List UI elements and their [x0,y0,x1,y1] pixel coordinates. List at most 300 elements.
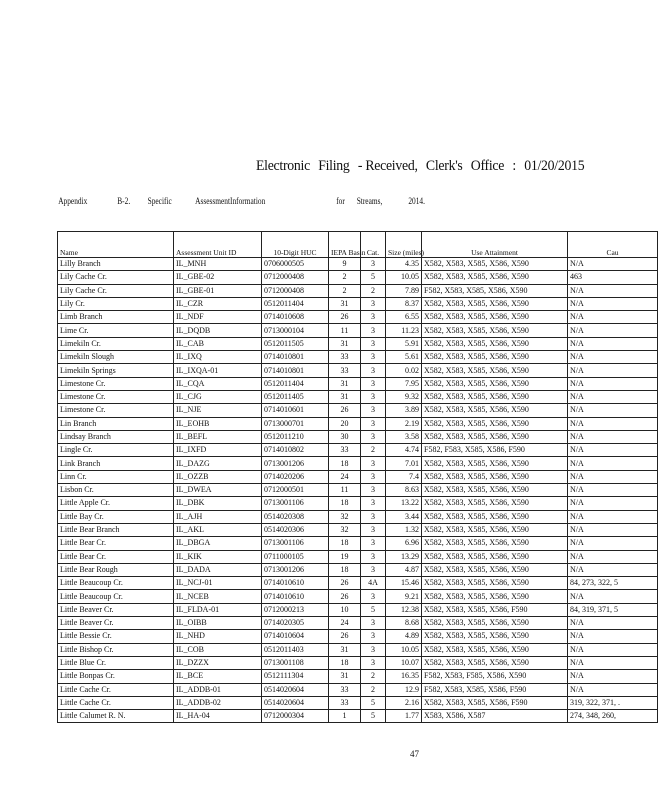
cell-use-attainment: X583, X586, X587 [422,710,568,723]
cell-cause: 84, 319, 371, 5 [568,603,658,616]
table-row [58,297,658,310]
cell-name: Little Beaver Cr. [58,617,174,630]
cell-size: 4.35 [386,258,422,271]
cell-huc: 0712000304 [262,710,329,723]
cell-assessment-unit-id: IL_IXQ [174,351,262,364]
cell-cause: N/A [568,563,658,576]
cell-iepa-basin: 33 [329,351,361,364]
cell-cause: N/A [568,417,658,430]
cell-assessment-unit-id: IL_DAZG [174,457,262,470]
cell-huc: 0712000408 [262,284,329,297]
cell-cat: 3 [361,497,386,510]
cell-iepa-basin: 11 [329,324,361,337]
table-row [58,417,658,430]
cell-assessment-unit-id: IL_DWEA [174,484,262,497]
cell-size: 3.58 [386,430,422,443]
cell-cat: 3 [361,311,386,324]
cell-assessment-unit-id: IL_DZZX [174,656,262,669]
table-row [58,444,658,457]
cell-size: 0.02 [386,364,422,377]
cell-use-attainment: X582, X583, X585, X586, X590 [422,470,568,483]
cell-cause: N/A [568,523,658,536]
table-row [58,377,658,390]
cell-cat: 3 [361,297,386,310]
cell-name: Lime Cr. [58,324,174,337]
cell-use-attainment: X582, X583, X585, X586, X590 [422,404,568,417]
cell-size: 7.89 [386,284,422,297]
cell-huc: 0711000105 [262,550,329,563]
cell-use-attainment: X582, X583, X585, X586, X590 [422,656,568,669]
cell-name: Limestone Cr. [58,404,174,417]
cell-name: Little Bear Rough [58,563,174,576]
cell-iepa-basin: 24 [329,470,361,483]
cell-cause: N/A [568,630,658,643]
cell-cat: 3 [361,510,386,523]
cell-cat: 2 [361,683,386,696]
cell-cat: 3 [361,523,386,536]
table-row [58,271,658,284]
cell-cause: N/A [568,258,658,271]
cell-name: Lily Cache Cr. [58,284,174,297]
cell-cause: N/A [568,656,658,669]
cell-iepa-basin: 26 [329,404,361,417]
cell-iepa-basin: 31 [329,670,361,683]
cell-huc: 0714010801 [262,351,329,364]
cell-cause: N/A [568,510,658,523]
cell-name: Limb Branch [58,311,174,324]
cell-size: 16.35 [386,670,422,683]
cell-size: 4.74 [386,444,422,457]
cell-name: Lily Cr. [58,297,174,310]
appendix-number: B-2. [117,196,131,206]
cell-iepa-basin: 2 [329,271,361,284]
cell-use-attainment: F582, X583, F585, X586, X590 [422,670,568,683]
cell-huc: 0512011405 [262,390,329,403]
cell-assessment-unit-id: IL_CQA [174,377,262,390]
cell-iepa-basin: 30 [329,430,361,443]
filing-stamp-header [256,158,593,175]
cell-huc: 0514020308 [262,510,329,523]
cell-name: Little Bear Branch [58,523,174,536]
cell-iepa-basin: 32 [329,523,361,536]
cell-huc: 0514020604 [262,683,329,696]
cell-name: Little Beaucoup Cr. [58,590,174,603]
cell-cause: N/A [568,351,658,364]
cell-huc: 0713001106 [262,497,329,510]
cell-cause: N/A [568,497,658,510]
cell-iepa-basin: 26 [329,311,361,324]
cell-cat: 3 [361,457,386,470]
cell-assessment-unit-id: IL_FLDA-01 [174,603,262,616]
header-word: Clerk's [425,158,463,174]
cell-huc: 0713000104 [262,324,329,337]
cell-size: 4.89 [386,630,422,643]
table-row [58,470,658,483]
cell-huc: 0714010604 [262,630,329,643]
cell-iepa-basin: 18 [329,497,361,510]
cell-size: 7.95 [386,377,422,390]
cell-use-attainment: X582, X583, X585, X586, X590 [422,484,568,497]
cell-cat: 3 [361,377,386,390]
col-header-size: Size (miles) [386,232,422,258]
cell-cat: 3 [361,351,386,364]
cell-cat: 2 [361,284,386,297]
cell-use-attainment: X582, X583, X585, X586, X590 [422,417,568,430]
cell-assessment-unit-id: IL_COB [174,643,262,656]
cell-assessment-unit-id: IL_IXQA-01 [174,364,262,377]
cell-size: 13.22 [386,497,422,510]
table-row [58,630,658,643]
cell-huc: 0512011404 [262,377,329,390]
assessment-table [57,231,658,723]
col-header-use-attainment: Use Attainment [422,232,568,258]
cell-cause: N/A [568,337,658,350]
cell-use-attainment: F582, F583, X585, X586, F590 [422,444,568,457]
cell-use-attainment: X582, X583, X585, X586, X590 [422,258,568,271]
cell-cause: N/A [568,550,658,563]
header-word: Filing [318,158,350,174]
cell-assessment-unit-id: IL_EOHB [174,417,262,430]
table-row [58,617,658,630]
table-row [58,643,658,656]
cell-iepa-basin: 11 [329,484,361,497]
cell-assessment-unit-id: IL_GBE-02 [174,271,262,284]
cell-iepa-basin: 9 [329,258,361,271]
table-header-row [58,232,658,258]
cell-cause: N/A [568,311,658,324]
table-row [58,510,658,523]
cell-huc: 0512011505 [262,337,329,350]
cell-iepa-basin: 10 [329,603,361,616]
cell-use-attainment: X582, X583, X585, X586, X590 [422,430,568,443]
cell-huc: 0713000701 [262,417,329,430]
cell-cat: 3 [361,417,386,430]
cell-use-attainment: X582, X583, X585, X586, X590 [422,351,568,364]
cell-size: 2.16 [386,696,422,709]
header-word: Electronic [256,158,310,174]
cell-iepa-basin: 18 [329,656,361,669]
cell-use-attainment: X582, X583, X585, X586, X590 [422,523,568,536]
cell-name: Lin Branch [58,417,174,430]
appendix-streams: Streams, [356,196,383,206]
cell-cause: N/A [568,484,658,497]
cell-huc: 0714010601 [262,404,329,417]
table-row [58,284,658,297]
cell-cause: N/A [568,617,658,630]
cell-iepa-basin: 33 [329,683,361,696]
table-row [58,457,658,470]
cell-name: Little Beaucoup Cr. [58,577,174,590]
cell-size: 7.4 [386,470,422,483]
page-number: 47 [410,749,419,759]
cell-use-attainment: X582, X583, X585, X586, X590 [422,590,568,603]
table-row [58,696,658,709]
cell-iepa-basin: 31 [329,390,361,403]
cell-cause: N/A [568,430,658,443]
table-row [58,430,658,443]
cell-cause: 463 [568,271,658,284]
cell-name: Little Cache Cr. [58,683,174,696]
cell-name: Little Bonpas Cr. [58,670,174,683]
cell-cat: 3 [361,590,386,603]
cell-size: 9.21 [386,590,422,603]
cell-iepa-basin: 31 [329,377,361,390]
table-row [58,537,658,550]
cell-use-attainment: X582, X583, X585, X586, X590 [422,297,568,310]
cell-iepa-basin: 26 [329,590,361,603]
col-header-huc: 10-Digit HUC [262,232,329,258]
cell-huc: 0714010608 [262,311,329,324]
cell-cause: N/A [568,537,658,550]
cell-cause: 319, 322, 371, . [568,696,658,709]
cell-size: 9.32 [386,390,422,403]
cell-cause: N/A [568,683,658,696]
table-row [58,656,658,669]
cell-cause: N/A [568,377,658,390]
table-row [58,258,658,271]
cell-huc: 0706000505 [262,258,329,271]
cell-iepa-basin: 33 [329,696,361,709]
cell-name: Little Cache Cr. [58,696,174,709]
table-row [58,324,658,337]
cell-iepa-basin: 31 [329,337,361,350]
cell-size: 2.19 [386,417,422,430]
cell-huc: 0712000408 [262,271,329,284]
cell-cat: 3 [361,324,386,337]
cell-cat: 3 [361,404,386,417]
table-row [58,577,658,590]
cell-size: 10.05 [386,271,422,284]
cell-cause: N/A [568,670,658,683]
assessment-table-container [57,231,618,721]
cell-cause: N/A [568,324,658,337]
cell-use-attainment: X582, X583, X585, X586, X590 [422,550,568,563]
cell-iepa-basin: 24 [329,617,361,630]
table-row [58,603,658,616]
cell-size: 12.9 [386,683,422,696]
cell-huc: 0712000213 [262,603,329,616]
appendix-for: for [336,196,345,206]
cell-cat: 3 [361,550,386,563]
cell-iepa-basin: 31 [329,643,361,656]
cell-cat: 3 [361,537,386,550]
cell-cause: N/A [568,284,658,297]
cell-huc: 0714010610 [262,590,329,603]
cell-cause: N/A [568,444,658,457]
cell-huc: 0712000501 [262,484,329,497]
table-row [58,364,658,377]
col-header-iepa-basin: IEPA Basin [329,232,361,258]
cell-huc: 0512011403 [262,643,329,656]
table-body [58,258,658,723]
cell-use-attainment: X582, X583, X585, X586, F590 [422,696,568,709]
cell-cat: 5 [361,603,386,616]
cell-cause: N/A [568,457,658,470]
table-row [58,497,658,510]
cell-cat: 3 [361,484,386,497]
cell-use-attainment: X582, X583, X585, X586, X590 [422,617,568,630]
table-row [58,563,658,576]
cell-cat: 3 [361,364,386,377]
cell-use-attainment: X582, X583, X585, X586, X590 [422,377,568,390]
cell-assessment-unit-id: IL_NCEB [174,590,262,603]
cell-use-attainment: X582, X583, X585, X586, X590 [422,364,568,377]
cell-size: 1.77 [386,710,422,723]
cell-iepa-basin: 19 [329,550,361,563]
cell-size: 7.01 [386,457,422,470]
cell-iepa-basin: 1 [329,710,361,723]
cell-size: 12.38 [386,603,422,616]
table-row [58,710,658,723]
cell-name: Little Bear Cr. [58,537,174,550]
cell-cat: 3 [361,258,386,271]
cell-size: 3.44 [386,510,422,523]
cell-huc: 0713001106 [262,537,329,550]
cell-assessment-unit-id: IL_CAB [174,337,262,350]
cell-name: Limekiln Cr. [58,337,174,350]
cell-use-attainment: X582, X583, X585, X586, X590 [422,337,568,350]
cell-assessment-unit-id: IL_MNH [174,258,262,271]
appendix-specific: Specific [147,196,172,206]
cell-huc: 0512011404 [262,297,329,310]
table-row [58,484,658,497]
cell-name: Little Bishop Cr. [58,643,174,656]
cell-cat: 2 [361,444,386,457]
cell-cat: 3 [361,617,386,630]
cell-assessment-unit-id: IL_AJH [174,510,262,523]
cell-assessment-unit-id: IL_DBK [174,497,262,510]
cell-name: Limestone Cr. [58,390,174,403]
col-header-assessment-unit-id: Assessment Unit ID [174,232,262,258]
cell-cat: 3 [361,643,386,656]
cell-size: 5.91 [386,337,422,350]
cell-assessment-unit-id: IL_KIK [174,550,262,563]
col-header-cause: Cau [568,232,658,258]
cell-assessment-unit-id: IL_HA-04 [174,710,262,723]
cell-huc: 0713001108 [262,656,329,669]
cell-name: Linn Cr. [58,470,174,483]
cell-name: Little Apple Cr. [58,497,174,510]
cell-assessment-unit-id: IL_NJE [174,404,262,417]
cell-name: Lingle Cr. [58,444,174,457]
cell-use-attainment: X582, X583, X585, X586, X590 [422,271,568,284]
cell-assessment-unit-id: IL_NCJ-01 [174,577,262,590]
cell-name: Limekiln Springs [58,364,174,377]
cell-huc: 0714010801 [262,364,329,377]
cell-use-attainment: X582, X583, X585, X586, X590 [422,643,568,656]
col-header-name: Name [58,232,174,258]
cell-huc: 0713001206 [262,563,329,576]
cell-iepa-basin: 32 [329,510,361,523]
cell-cause: N/A [568,297,658,310]
cell-huc: 0512111304 [262,670,329,683]
cell-use-attainment: X582, X583, X585, X586, X590 [422,537,568,550]
cell-iepa-basin: 18 [329,537,361,550]
cell-cause: 84, 273, 322, 5 [568,577,658,590]
cell-cat: 5 [361,271,386,284]
table-row [58,337,658,350]
cell-assessment-unit-id: IL_AKL [174,523,262,536]
cell-cause: N/A [568,390,658,403]
cell-name: Little Beaver Cr. [58,603,174,616]
cell-name: Little Blue Cr. [58,656,174,669]
cell-iepa-basin: 33 [329,364,361,377]
cell-assessment-unit-id: IL_ADDB-01 [174,683,262,696]
cell-size: 15.46 [386,577,422,590]
cell-cause: N/A [568,364,658,377]
table-row [58,550,658,563]
cell-huc: 0713001206 [262,457,329,470]
cell-iepa-basin: 18 [329,457,361,470]
cell-name: Limekiln Slough [58,351,174,364]
cell-name: Lindsay Branch [58,430,174,443]
cell-iepa-basin: 2 [329,284,361,297]
cell-assessment-unit-id: IL_BEFL [174,430,262,443]
cell-use-attainment: X582, X583, X585, X586, X590 [422,563,568,576]
cell-iepa-basin: 26 [329,577,361,590]
cell-huc: 0514020306 [262,523,329,536]
cell-cat: 3 [361,430,386,443]
cell-cat: 5 [361,696,386,709]
header-word: : [512,158,516,174]
cell-name: Limestone Cr. [58,377,174,390]
cell-use-attainment: X582, X583, X585, X586, X590 [422,510,568,523]
table-row [58,390,658,403]
cell-assessment-unit-id: IL_IXFD [174,444,262,457]
table-row [58,590,658,603]
cell-huc: 0714010802 [262,444,329,457]
cell-name: Little Bay Cr. [58,510,174,523]
cell-iepa-basin: 33 [329,444,361,457]
cell-name: Lily Cache Cr. [58,271,174,284]
cell-huc: 0714020305 [262,617,329,630]
cell-assessment-unit-id: IL_OIBB [174,617,262,630]
appendix-assessment-info: AssessmentInformation [195,196,266,206]
cell-cause: N/A [568,590,658,603]
cell-cat: 5 [361,710,386,723]
cell-size: 1.32 [386,523,422,536]
table-row [58,523,658,536]
cell-assessment-unit-id: IL_DADA [174,563,262,576]
cell-name: Little Bessie Cr. [58,630,174,643]
cell-assessment-unit-id: IL_OZZB [174,470,262,483]
cell-size: 6.96 [386,537,422,550]
cell-cause: N/A [568,643,658,656]
cell-size: 5.61 [386,351,422,364]
cell-name: Lisbon Cr. [58,484,174,497]
appendix-year: 2014. [408,196,425,206]
cell-use-attainment: X582, X583, X585, X586, X590 [422,324,568,337]
appendix-label: Appendix [58,196,88,206]
cell-assessment-unit-id: IL_DBGA [174,537,262,550]
cell-iepa-basin: 31 [329,297,361,310]
appendix-caption [0,196,507,210]
table-row [58,351,658,364]
cell-huc: 0714010610 [262,577,329,590]
cell-size: 13.29 [386,550,422,563]
cell-name: Little Calumet R. N. [58,710,174,723]
cell-use-attainment: X582, X583, X585, X586, X590 [422,390,568,403]
table-row [58,670,658,683]
cell-iepa-basin: 20 [329,417,361,430]
cell-assessment-unit-id: IL_ADDB-02 [174,696,262,709]
cell-cat: 3 [361,390,386,403]
cell-huc: 0514020604 [262,696,329,709]
cell-assessment-unit-id: IL_CJG [174,390,262,403]
cell-assessment-unit-id: IL_GBE-01 [174,284,262,297]
table-row [58,404,658,417]
cell-use-attainment: X582, X583, X585, X586, F590 [422,603,568,616]
